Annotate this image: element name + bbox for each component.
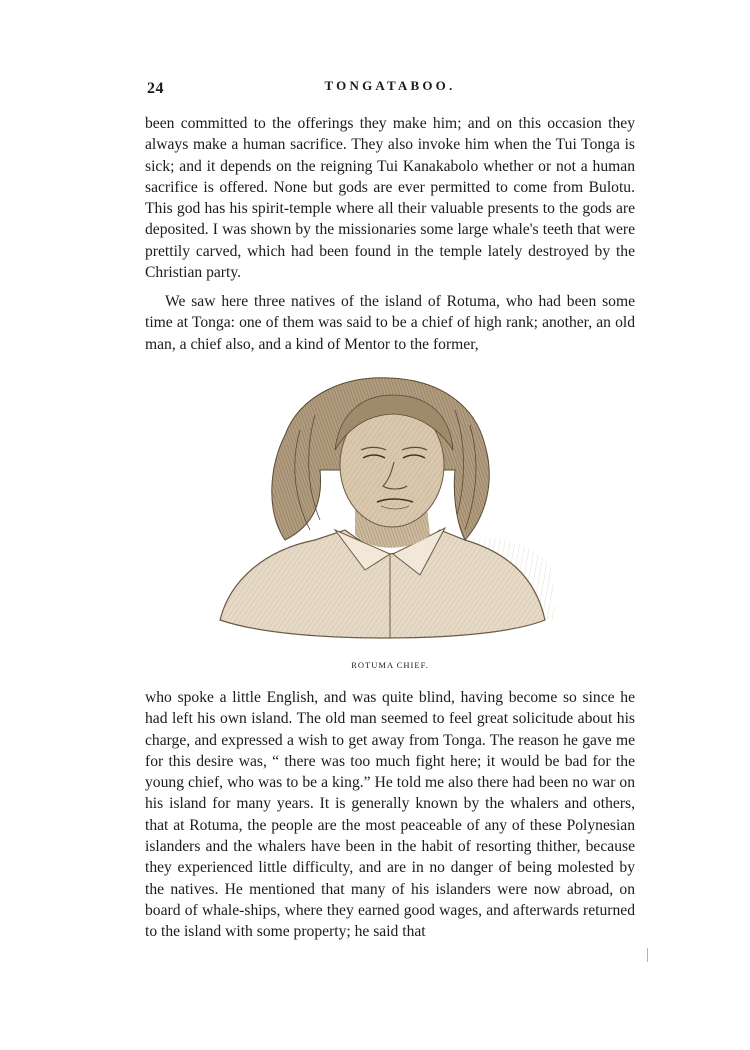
paragraph-2: We saw here three natives of the island of Rotuma, who had been some time at Tonga: one of them was said to be a chief of high rank; another, an old man, a chief also, and a kind of Mentor to the former, [145,293,635,353]
paragraph-3: who spoke a little English, and was quite blind, having become so since he had left his own island. The old man seemed to feel great solicitude about his charge, and expressed a wish to get away from Tonga. The reason he gave me for this desire was, “ there was too much fight here; it would be bad for the young chief, who was to be a king.” He told me also there had been no war on his island for many years. It is generally known by the whalers and others, that at Rotuma, the people are the most peaceable of any of these Polynesian islanders and the whalers have been in the habit of resorting thither, because they experienced little difficulty, and are in no danger of being molested by the natives. He mentioned that many of his islanders were now abroad, on board of whale-ships, where they earned good wages, and afterwards returned to the island with some property; he said that [145,689,635,941]
running-title: TONGATABOO. [324,78,456,93]
engraved-portrait-icon [215,370,560,655]
portrait-illustration [215,370,560,655]
paragraph-1: been committed to the offerings they make him; and on this occasion they always make a human sacrifice. They also invoke him when the Tui Tonga is sick; and it depends on the reigning Tui Kanakabolo whether or not a human sacrifice is offered. None but gods are ever permitted to come from Bulotu. This god has his spirit-temple where all their valuable presents to the gods are deposited. I was shown by the missionaries some large whale's teeth that were prettily carved, which had been found in the temple lately destroyed by the Christian party. [145,115,635,282]
page-number: 24 [147,80,164,97]
page-header [145,78,635,102]
figure-caption: ROTUMA CHIEF. [351,660,429,670]
margin-mark [647,948,648,962]
